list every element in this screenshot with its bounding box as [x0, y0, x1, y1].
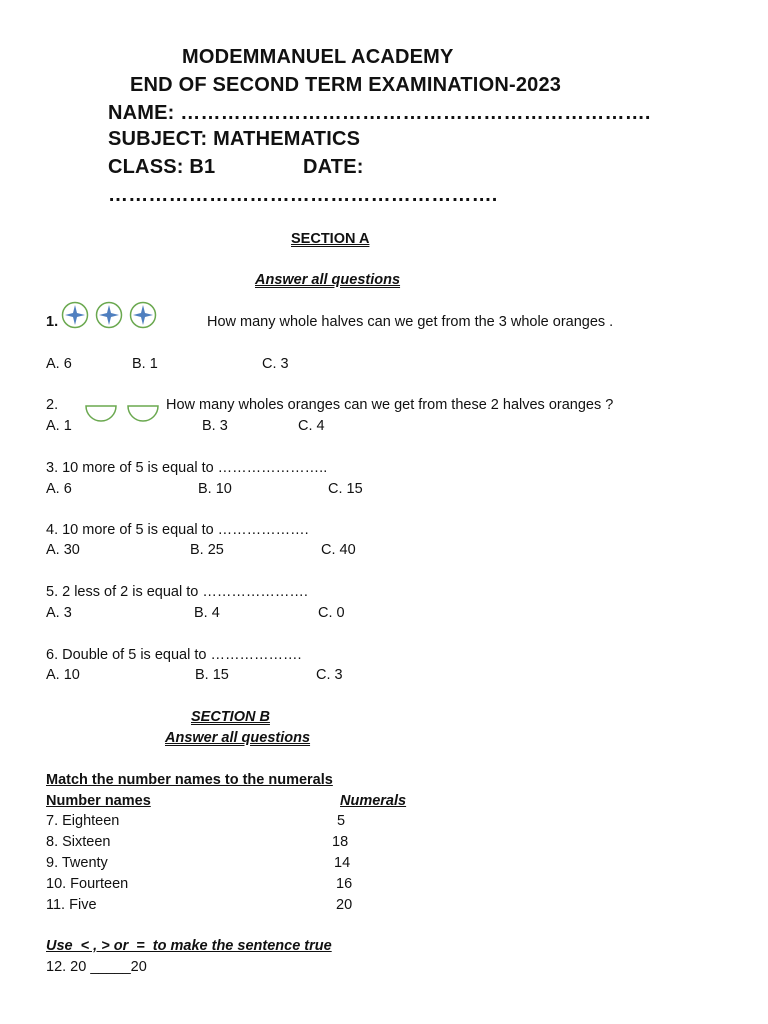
- q1-option-b: B. 1: [132, 356, 158, 372]
- half-orange-icon: [128, 406, 158, 421]
- column-number-names: Number names: [46, 793, 151, 809]
- question-1-text: How many whole halves can we get from the 3 whole oranges .: [207, 314, 614, 330]
- q1-option-a: A. 6: [46, 356, 72, 372]
- question-3-text: 3. 10 more of 5 is equal to …………………..: [46, 460, 328, 476]
- match-row-9-name: 9. Twenty: [46, 855, 108, 871]
- whole-orange-icon: [63, 303, 88, 328]
- date-label: DATE:: [303, 156, 364, 178]
- match-row-7-numeral: 5: [337, 813, 346, 829]
- match-row-10-name: 10. Fourteen: [46, 876, 129, 892]
- q4-option-a: A. 30: [46, 542, 80, 558]
- section-a-instruction: Answer all questions: [255, 272, 401, 288]
- q4-option-b: B. 25: [190, 542, 224, 558]
- whole-orange-icon: [131, 303, 156, 328]
- column-numerals: Numerals: [340, 793, 407, 809]
- section-b-title: SECTION B: [191, 709, 270, 725]
- match-row-10-numeral: 16: [336, 876, 353, 892]
- class-line: CLASS: B1: [108, 156, 216, 178]
- q3-option-a: A. 6: [46, 481, 72, 497]
- date-dots: ………………………………………………….: [108, 184, 498, 206]
- compare-instruction: Use < , > or = to make the sentence true: [46, 938, 332, 954]
- q6-option-b: B. 15: [195, 667, 229, 683]
- q2-option-c: C. 4: [298, 418, 325, 434]
- section-b-instruction: Answer all questions: [165, 730, 311, 746]
- name-line: NAME: …………………………………………………………….: [108, 102, 651, 124]
- q3-option-b: B. 10: [198, 481, 232, 497]
- subject-line: SUBJECT: MATHEMATICS: [108, 128, 361, 150]
- question-6-text: 6. Double of 5 is equal to ……………….: [46, 647, 302, 663]
- q5-option-a: A. 3: [46, 605, 72, 621]
- q5-option-b: B. 4: [194, 605, 220, 621]
- match-row-8-numeral: 18: [332, 834, 349, 850]
- q5-option-c: C. 0: [318, 605, 345, 621]
- half-orange-icon: [86, 406, 116, 421]
- q2-option-b: B. 3: [202, 418, 228, 434]
- exam-title: END OF SECOND TERM EXAMINATION-2023: [130, 74, 562, 96]
- q4-option-c: C. 40: [321, 542, 356, 558]
- whole-orange-icon: [97, 303, 122, 328]
- match-title: Match the number names to the numerals: [46, 772, 333, 788]
- match-row-8-name: 8. Sixteen: [46, 834, 111, 850]
- match-row-9-numeral: 14: [334, 855, 351, 871]
- school-name: MODEMMANUEL ACADEMY: [182, 46, 454, 68]
- whole-oranges-figure: [60, 300, 160, 332]
- match-row-11-numeral: 20: [336, 897, 353, 913]
- q2-option-a: A. 1: [46, 418, 72, 434]
- match-row-11-name: 11. Five: [46, 897, 97, 913]
- q3-option-c: C. 15: [328, 481, 363, 497]
- q6-option-c: C. 3: [316, 667, 343, 683]
- question-5-text: 5. 2 less of 2 is equal to ………………….: [46, 584, 308, 600]
- question-4-text: 4. 10 more of 5 is equal to ……………….: [46, 522, 309, 538]
- q1-option-c: C. 3: [262, 356, 289, 372]
- question-2-number: 2.: [46, 397, 59, 413]
- q6-option-a: A. 10: [46, 667, 80, 683]
- match-row-7-name: 7. Eighteen: [46, 813, 120, 829]
- question-12-text: 12. 20 _____20: [46, 959, 147, 975]
- half-oranges-figure: [84, 402, 164, 426]
- section-a-title: SECTION A: [291, 231, 370, 247]
- question-1-number: 1.: [46, 314, 59, 330]
- question-2-text: How many wholes oranges can we get from these 2 halves oranges ?: [166, 397, 614, 413]
